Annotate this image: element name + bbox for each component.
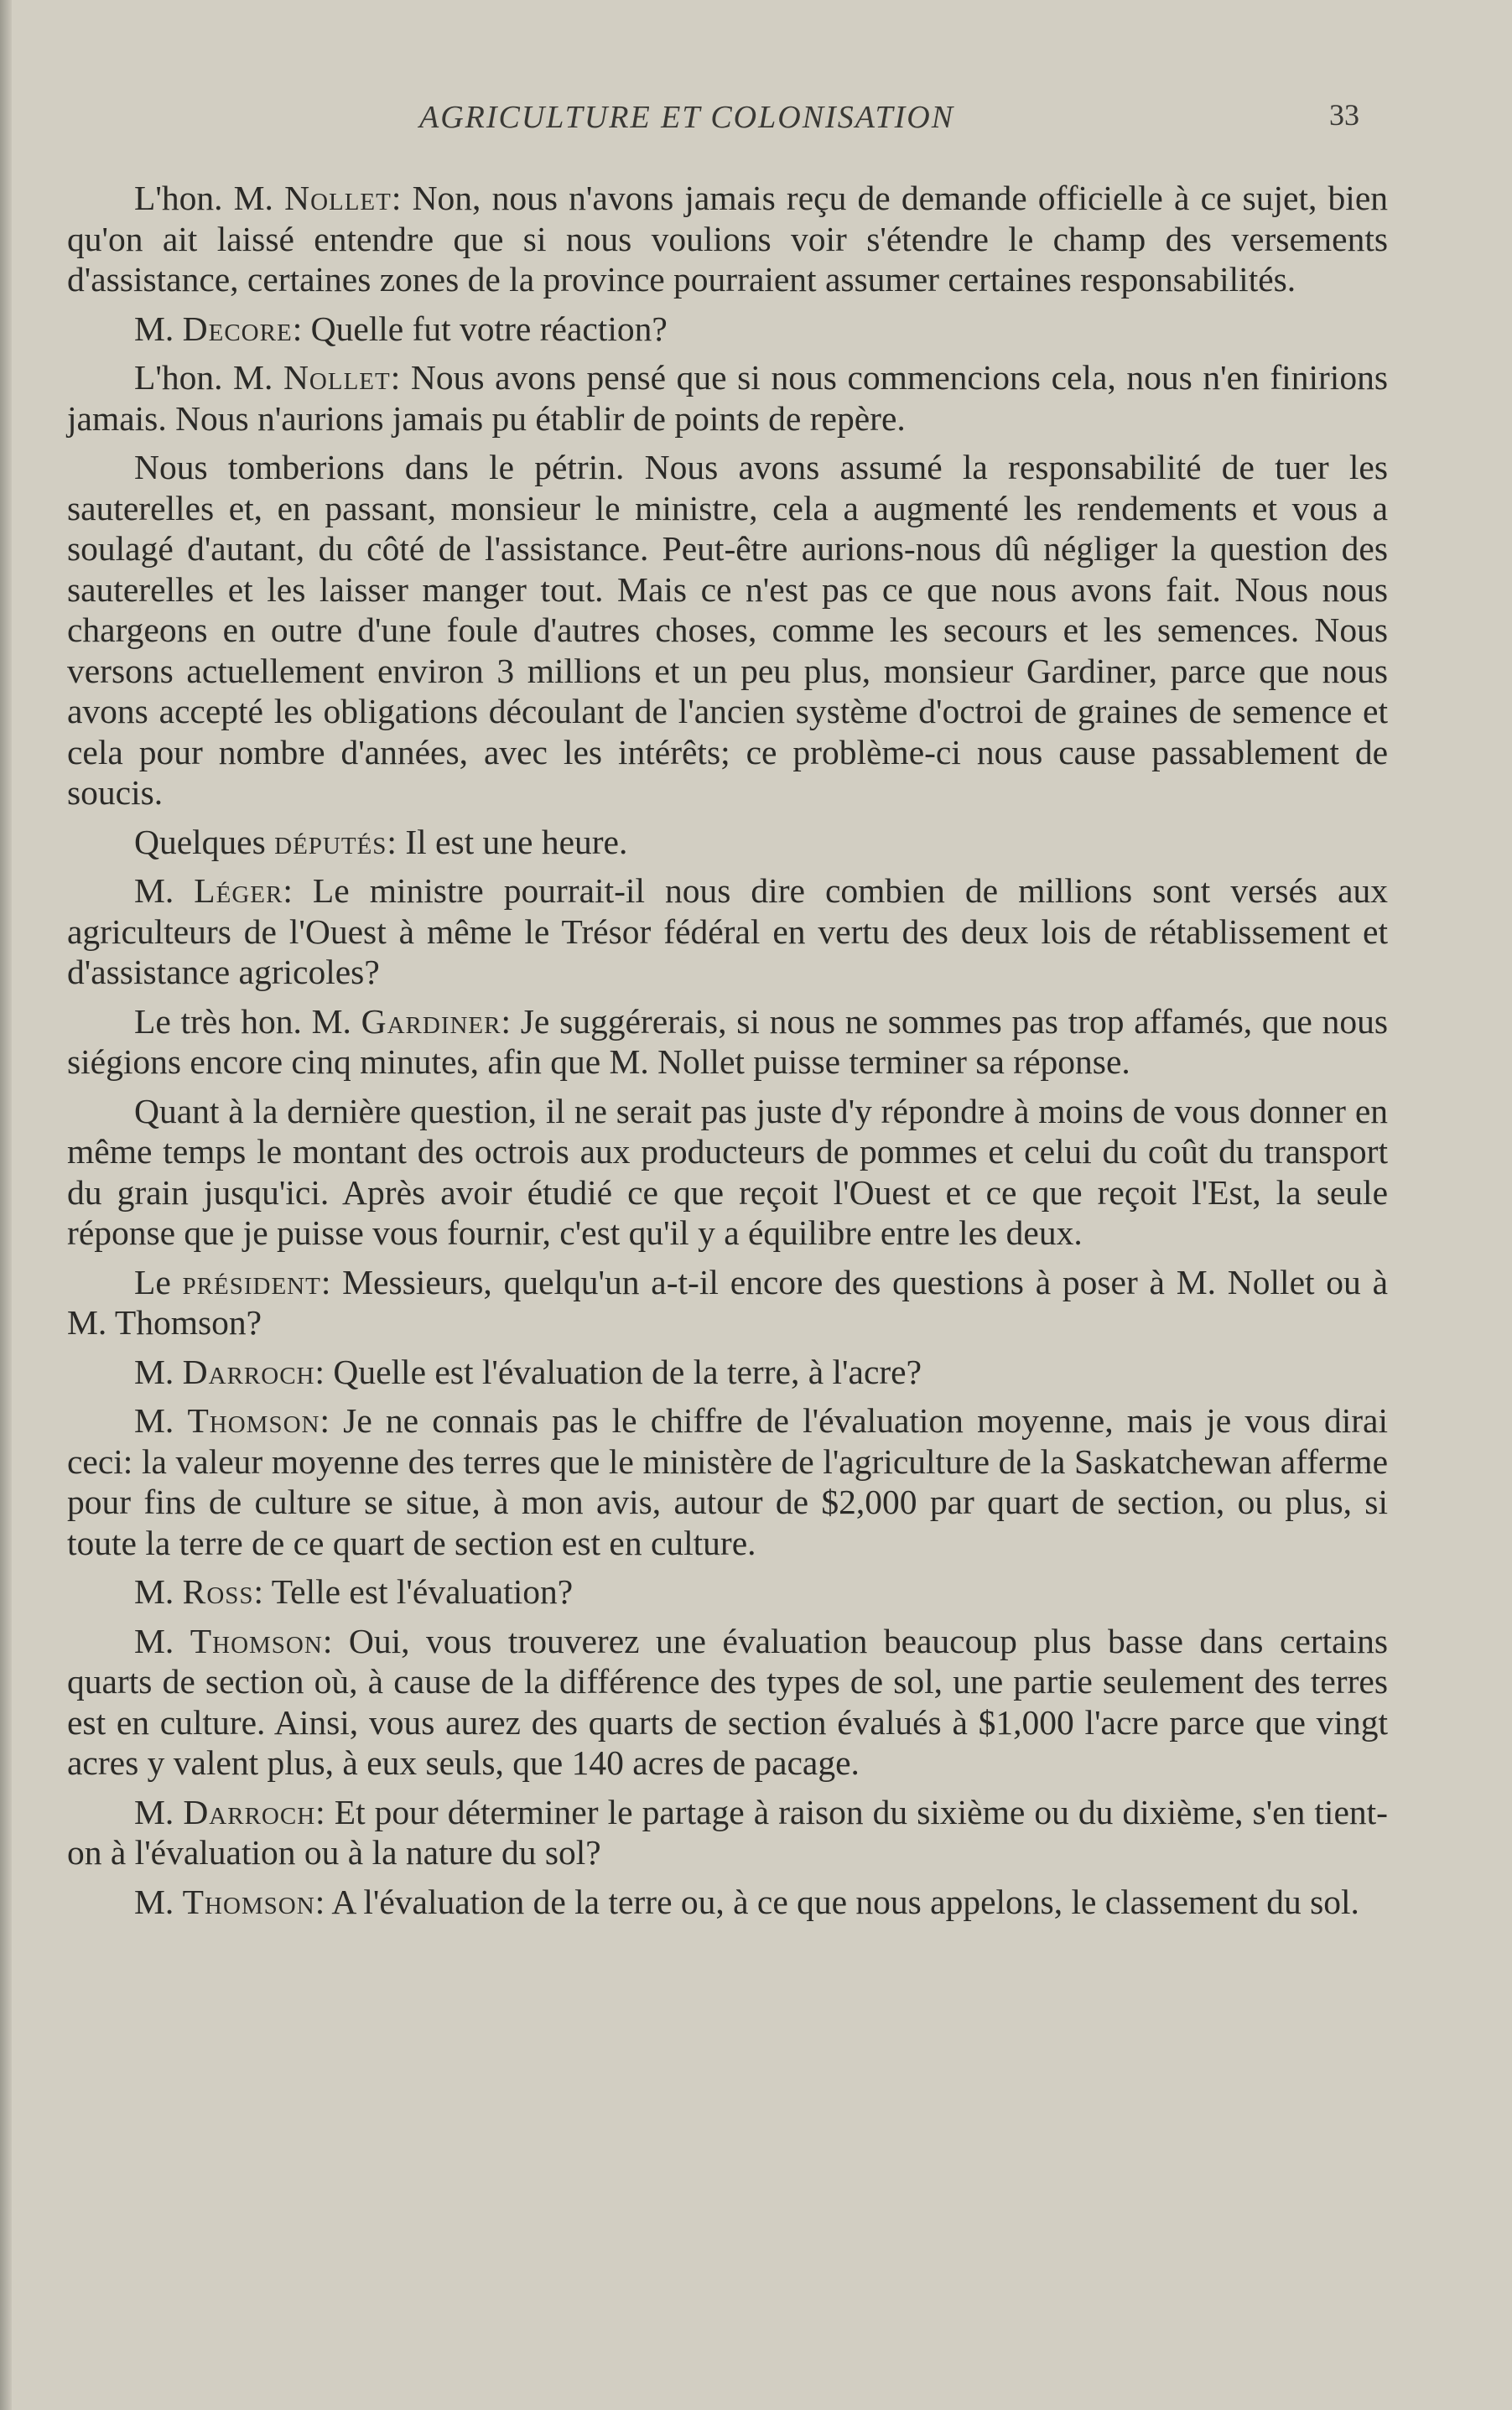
page-body <box>67 178 1388 1930</box>
speaker-name: Léger <box>194 871 283 910</box>
paragraph-14: M. Darroch: Et pour déterminer le partage à raison du sixième ou du dixième, s'en tient-on à l'évaluation ou à la nature du sol? <box>67 1792 1388 1872</box>
paragraph-2: M. Decore: Quelle fut votre réaction? <box>134 309 668 348</box>
paragraph-4: Nous tomberions dans le pétrin. Nous avons assumé la responsabilité de tuer les sauterelles et, en passant, monsieur le ministre, cela a augmenté les rendements et vous a soulagé d'autant, du côté de l'assistance. Peut-être aurions-nous dû négliger la question des sauterelles et les laisser manger tout. Mais ce n'est pas ce que nous avons fait. Nous nous chargeons en outre d'une foule d'autres choses, comme les secours et les semences. Nous versons actuellement environ 3 millions et un peu plus, monsieur Gardiner, parce que nous avons accepté les obligations découlant de l'ancien système d'octroi de graines de semence et cela pour nombre d'années, avec les intérêts; ce problème-ci nous cause passablement de soucis. <box>67 448 1388 812</box>
page-header <box>0 99 1512 149</box>
paragraph-5: Quelques députés: Il est une heure. <box>134 822 628 861</box>
speaker-name: Darroch <box>183 1792 316 1831</box>
speaker-name: députés <box>274 822 387 861</box>
speaker-name: Thomson <box>187 1401 320 1440</box>
page-binding-edge <box>0 0 12 2410</box>
speaker-name: Nollet <box>284 179 392 217</box>
paragraph-10: M. Darroch: Quelle est l'évaluation de la terre, à l'acre? <box>134 1352 922 1391</box>
speaker-name: Thomson <box>182 1882 315 1921</box>
speaker-name: Ross <box>182 1572 254 1611</box>
paragraph-13: M. Thomson: Oui, vous trouverez une évaluation beaucoup plus basse dans certains quarts de section où, à cause de la différence des types de sol, une partie seulement des terres est en culture. Ainsi, vous aurez des quarts de section évalués à $1,000 l'acre parce que vingt acres y valent plus, à eux seuls, que 140 acres de pacage. <box>67 1621 1388 1782</box>
paragraph-9: Le président: Messieurs, quelqu'un a-t-il encore des questions à poser à M. Nollet ou à M. Thomson? <box>67 1262 1388 1342</box>
speaker-name: président <box>182 1262 321 1301</box>
speaker-name: Gardiner <box>361 1001 501 1041</box>
speaker-name: Darroch <box>182 1352 315 1391</box>
paragraph-6: M. Léger: Le ministre pourrait-il nous dire combien de millions sont versés aux agriculteurs de l'Ouest à même le Trésor fédéral en vertu des deux lois de rétablissement et d'assistance agricoles? <box>67 871 1388 991</box>
paragraph-1: L'hon. M. Nollet: Non, nous n'avons jamais reçu de demande officielle à ce sujet, bien qu'on ait laissé entendre que si nous voulions voir s'étendre le champ des versements d'assistance, certaines zones de la province pourraient assumer certaines responsabilités. <box>67 179 1388 299</box>
paragraph-7: Le très hon. M. Gardiner: Je suggérerais, si nous ne sommes pas trop affamés, que nous siégions encore cinq minutes, afin que M. Nollet puisse terminer sa réponse. <box>67 1001 1388 1081</box>
speaker-name: Nollet <box>283 358 391 397</box>
speaker-name: Decore <box>182 309 293 348</box>
running-title: AGRICULTURE ET COLONISATION <box>419 100 955 135</box>
speaker-name: Thomson <box>190 1621 323 1660</box>
page-number: 33 <box>1329 98 1359 132</box>
paragraph-3: L'hon. M. Nollet: Nous avons pensé que si nous commencions cela, nous n'en finirions jamais. Nous n'aurions jamais pu établir de points de repère. <box>67 358 1388 438</box>
paragraph-12: M. Ross: Telle est l'évaluation? <box>134 1572 574 1611</box>
paragraph-15: M. Thomson: A l'évaluation de la terre ou, à ce que nous appelons, le classement du sol. <box>134 1882 1359 1921</box>
paragraph-8: Quant à la dernière question, il ne serait pas juste d'y répondre à moins de vous donner en même temps le montant des octrois aux producteurs de pommes et celui du coût du transport du grain jusqu'ici. Après avoir étudié ce que reçoit l'Ouest et ce que reçoit l'Est, la seule réponse que je puisse vous fournir, c'est qu'il y a équilibre entre les deux. <box>67 1091 1388 1252</box>
paragraph-11: M. Thomson: Je ne connais pas le chiffre de l'évaluation moyenne, mais je vous dirai ceci: la valeur moyenne des terres que le ministère de l'agriculture de la Saskatchewan afferme pour fins de culture se situe, à mon avis, autour de $2,000 par quart de section, ou plus, si toute la terre de ce quart de section est en culture. <box>67 1401 1388 1562</box>
